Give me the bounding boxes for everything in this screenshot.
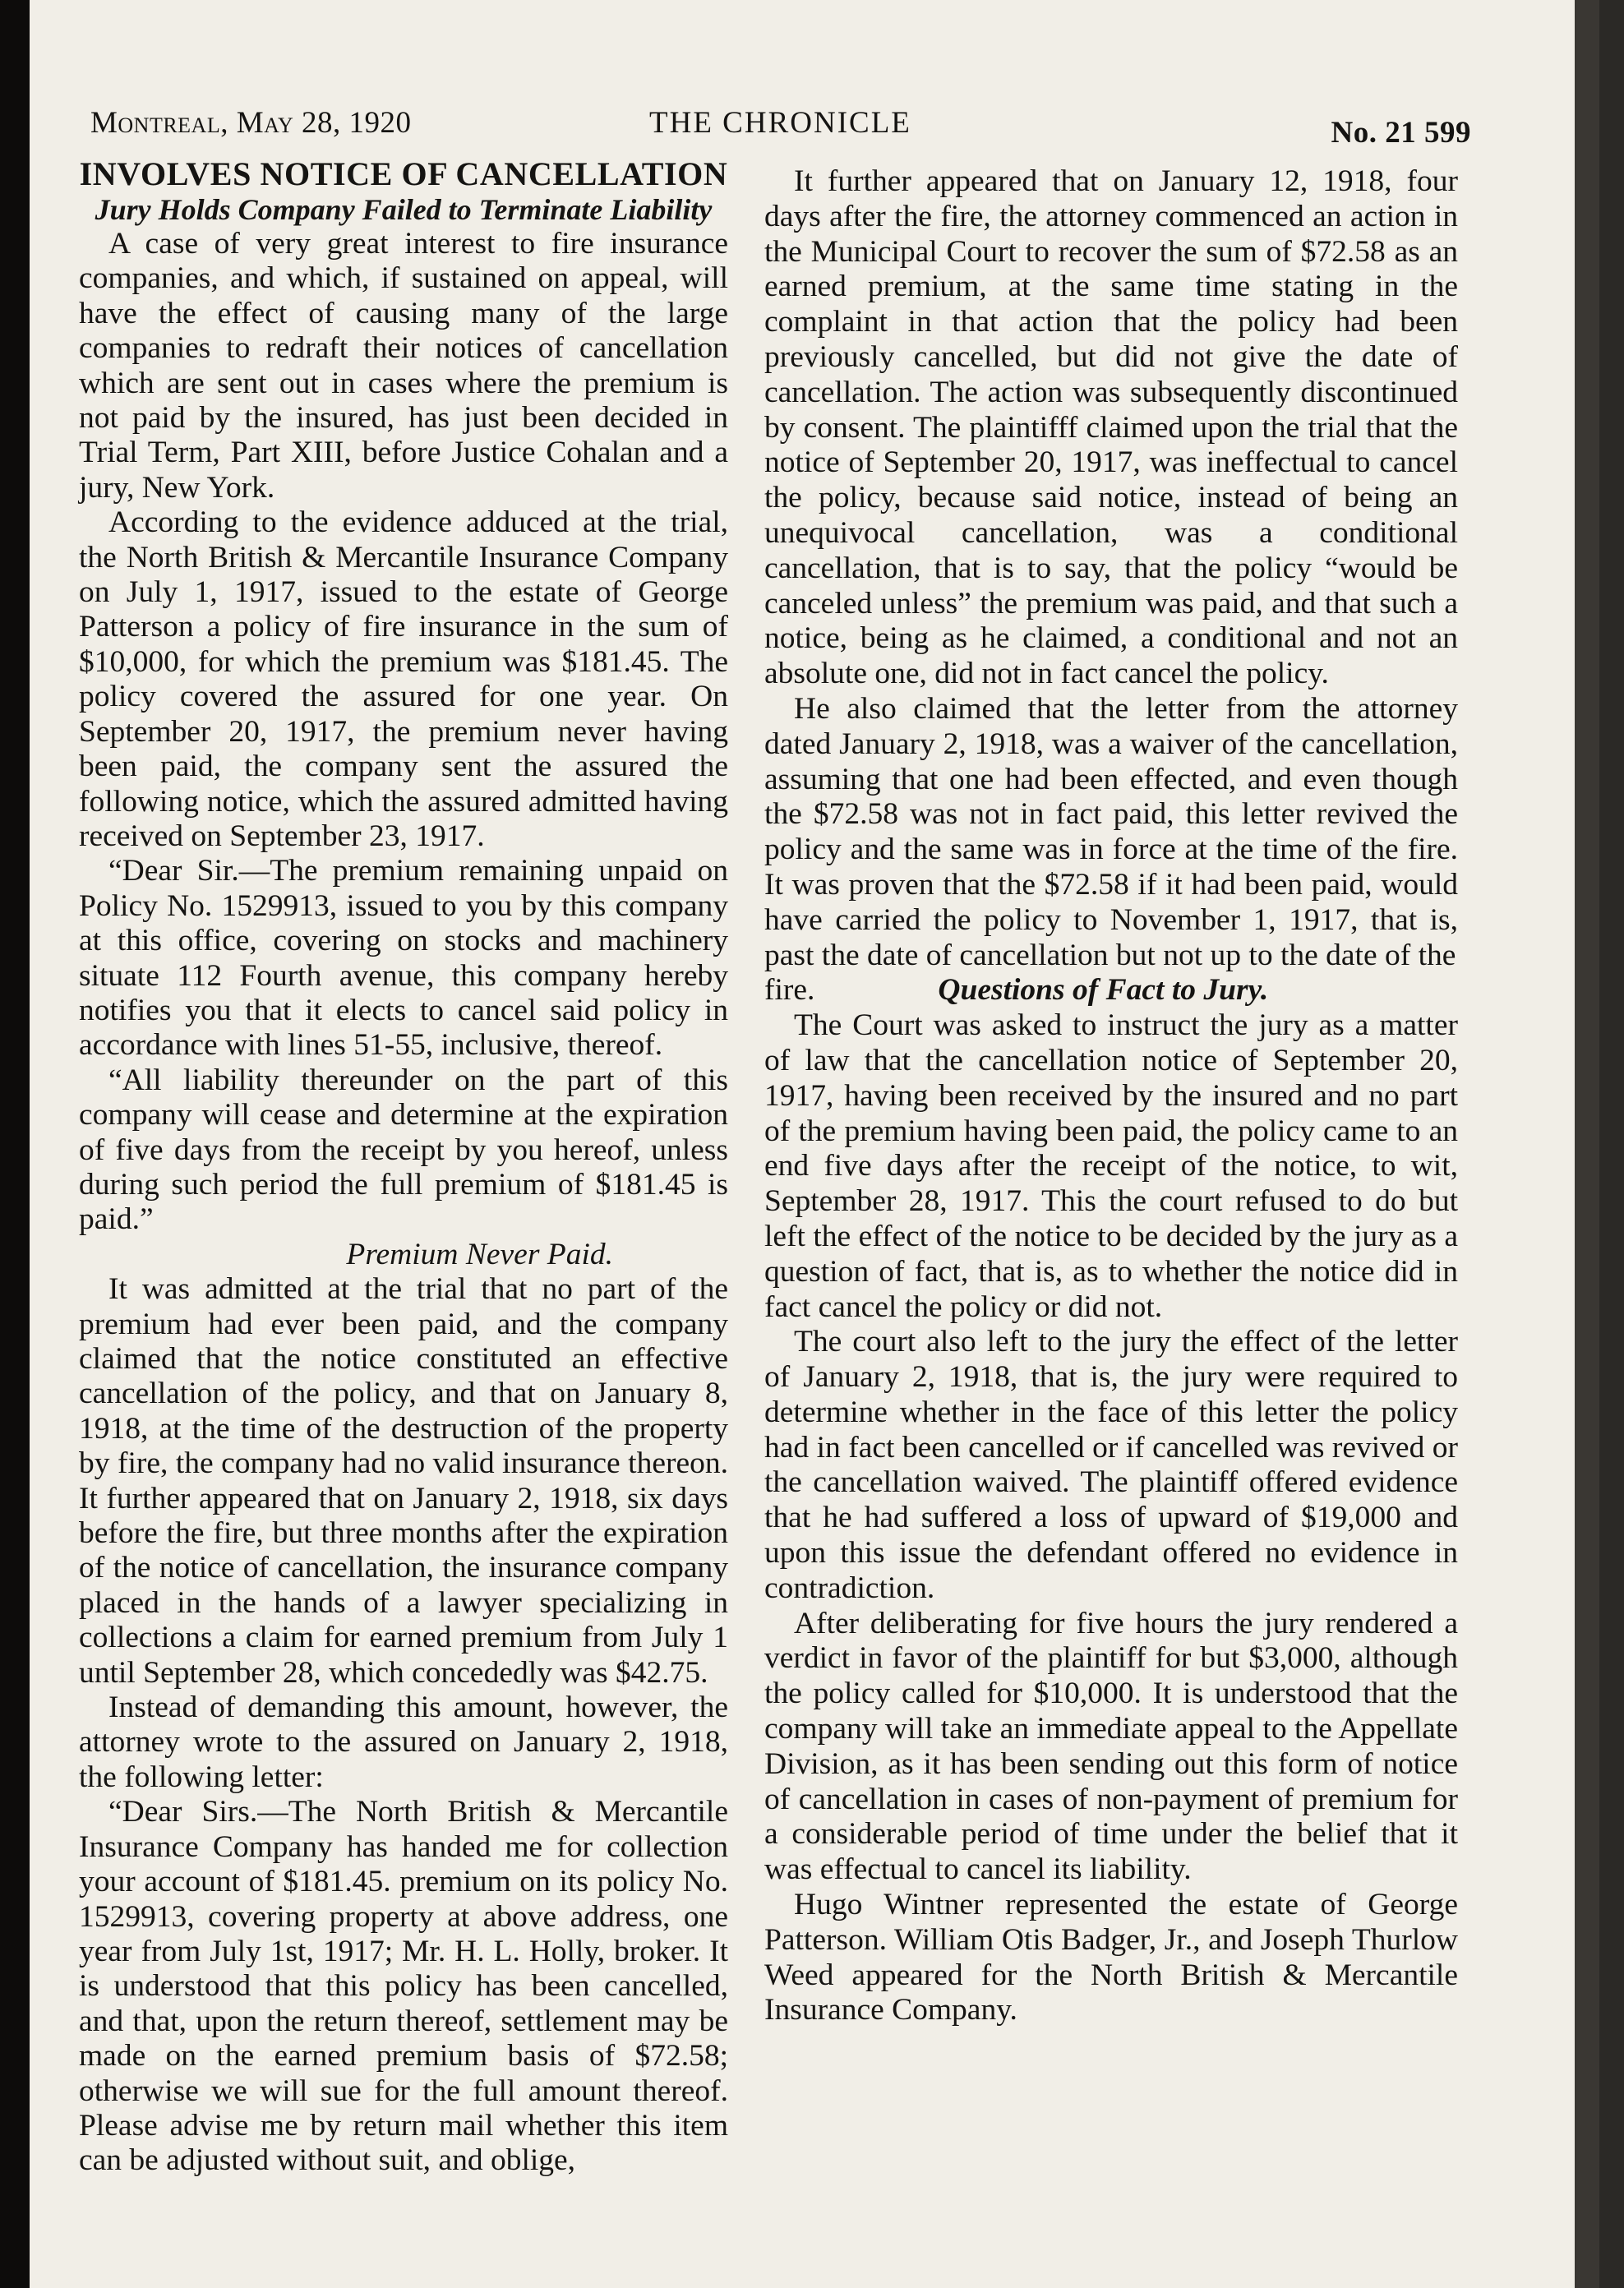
left-column — [79, 156, 728, 2179]
paragraph: According to the evidence adduced at the trial, the North British & Mercantile Insurance Company on July 1, 1917, issued to the estate of George Patterson a policy of fire insurance in the sum of $10,000, for which the premium was $181.45. The policy covered the assured for one year. On September 20, 1917, the premium never having been paid, the company sent the assured the following notice, which the assured admitted having received on September 23, 1917. — [79, 505, 728, 853]
header-publication: THE CHRONICLE — [649, 106, 911, 140]
header-issue-page: No. 21 599 — [1331, 116, 1471, 150]
paragraph: Hugo Wintner represented the estate of George Patterson. William Otis Badger, Jr., and Joseph Thurlow Weed appeared for the North British & Mercantile Insurance Company. — [764, 1888, 1458, 2027]
scan-left-edge — [0, 0, 30, 2288]
paragraph: After deliberating for five hours the jury rendered a verdict in favor of the plaintiff for but $3,000, although the policy called for $10,000. It is understood that the company will take an immediate appeal to the Appellate Division, as it has been sending out this form of notice of cancellation in cases of non-payment of premium for a considerable period of time under the belief that it was effectual to cancel its liability. — [764, 1606, 1458, 1887]
paragraph: “All liability thereunder on the part of this company will cease and determine at the expiration of five days from the receipt by you hereof, unless during such period the full premium of $181.45 is paid.” — [79, 1063, 728, 1237]
article-subtitle: Jury Holds Company Failed to Terminate Liability — [95, 193, 713, 226]
right-column — [764, 164, 1458, 2028]
section-heading: Premium Never Paid. — [346, 1237, 613, 1271]
paragraph: The Court was asked to instruct the jury as a matter of law that the cancellation notice of September 20, 1917, having been received by the insured and no part of the premium having been paid, the policy came to an end five days after the receipt of the notice, to wit, September 28, 1917. This the court refused to do but left the effect of the notice to be decided by the jury as a question of fact, that is, as to whether the notice did in fact cancel the policy or did not. — [764, 1008, 1458, 1324]
paragraph: He also claimed that the letter from the attorney dated January 2, 1918, was a waiver of the cancellation, assuming that one had been effected, and even though the $72.58 was not in fact paid, this letter revived the policy and the same was in force at the time of the fire. It was proven that the $72.58 if it had been paid, would have carried the policy to November 1, 1917, that is, past the date of cancellation but not up to the date of the — [764, 691, 1458, 972]
paragraph-end-line — [764, 973, 1458, 1008]
paragraph: A case of very great interest to fire insurance companies, and which, if sustained on appeal, will have the effect of causing many of the large companies to redraft their notices of cancellation which are sent out in cases where the premium is not paid by the insured, has just been decided in Trial Term, Part XIII, before Justice Cohalan and a jury, New York. — [79, 227, 728, 505]
paragraph: The court also left to the jury the effect of the letter of January 2, 1918, that is, the jury were required to determine whether in the face of this letter the policy had in fact been cancelled or if cancelled was revived or the cancellation waived. The plaintiff offered evidence that he had suffered a loss of upward of $19,000 and upon this issue the defendant offered no evidence in contradiction. — [764, 1325, 1458, 1605]
scan-right-edge — [1575, 0, 1599, 2288]
paragraph: “Dear Sirs.—The North British & Mercantile Insurance Company has handed me for collection your account of $181.45. premium on its policy No. 1529913, covering property at above address, one year from July 1st, 1917; Mr. H. L. Holly, broker. It is understood that this policy has been cancelled, and that, upon the return thereof, settlement may be made on the earned premium basis of $72.58; otherwise we will sue for the full amount thereof. Please advise me by return mail whether this item can be adjusted without suit, and oblige, — [79, 1795, 728, 2178]
paragraph: Instead of demanding this amount, however, the attorney wrote to the assured on January 2, 1918, the following letter: — [79, 1691, 728, 1794]
article-title: INVOLVES NOTICE OF CANCELLATION — [79, 155, 728, 192]
header-dateline: Montreal, May 28, 1920 — [90, 106, 412, 140]
running-header — [90, 97, 1471, 155]
paragraph-end: fire. — [764, 973, 815, 1008]
paragraph: It was admitted at the trial that no part of the premium had ever been paid, and the company claimed that the notice constituted an effective cancellation of the policy, and that on January 8, 1918, at the time of the destruction of the property by fire, the company had no valid insurance thereon. It further appeared that on January 2, 1918, six days before the fire, but three months after the expiration of the notice of cancellation, the insurance company placed in the hands of a lawyer specializing in collections a claim for earned premium from July 1 until September 28, which concededly was $42.75. — [79, 1272, 728, 1690]
paragraph: “Dear Sir.—The premium remaining unpaid on Policy No. 1529913, issued to you by this company at this office, covering on stocks and machinery situate 112 Fourth avenue, this company hereby notifies you that it elects to cancel said policy in accordance with lines 51-55, inclusive, thereof. — [79, 854, 728, 1063]
paragraph: It further appeared that on January 12, 1918, four days after the fire, the attorney commenced an action in the Municipal Court to recover the sum of $72.58 as an earned premium, at the same time stating in the complaint in that action that the policy had been previously cancelled, but did not give the date of cancellation. The action was subsequently discontinued by consent. The plaintifff claimed upon the trial that the notice of September 20, 1917, was ineffectual to cancel the policy, because said notice, instead of being an unequivocal cancellation, was a conditional cancellation, that is to say, that the policy “would be canceled unless” the premium was paid, and that such a notice, being as he claimed, a conditional and not an absolute one, did not in fact cancel the policy. — [764, 164, 1458, 691]
section-heading: Questions of Fact to Jury. — [938, 973, 1269, 1008]
